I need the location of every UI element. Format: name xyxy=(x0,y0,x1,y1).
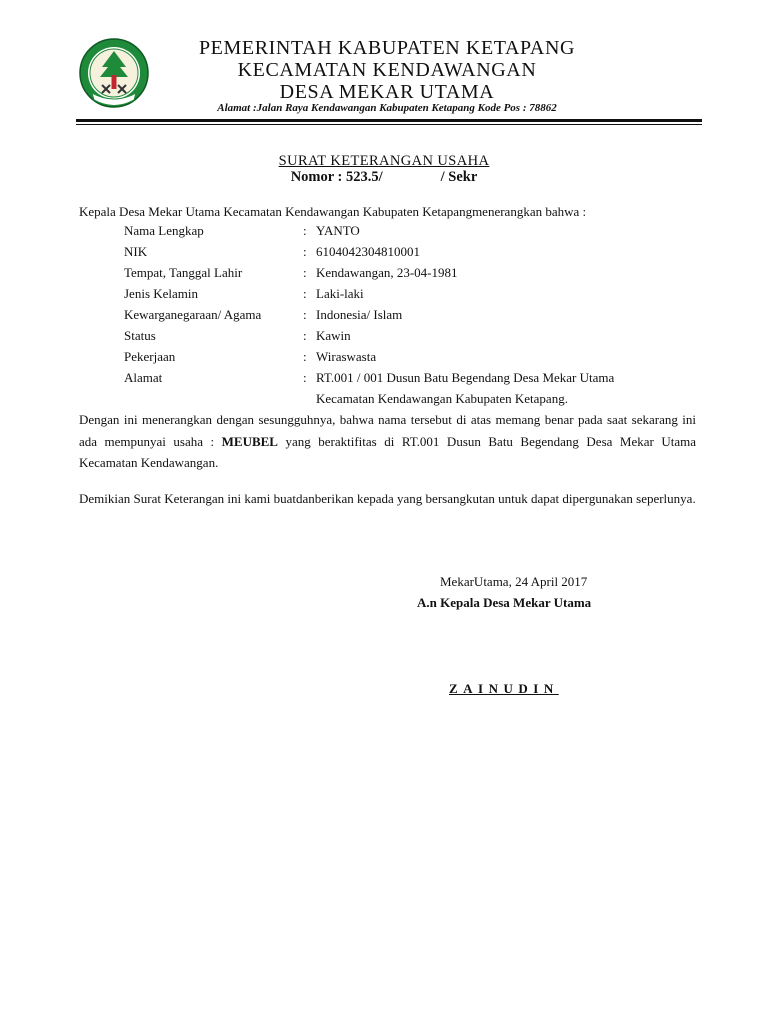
field-colon: : xyxy=(303,265,307,280)
signature-place-date: MekarUtama, 24 April 2017 xyxy=(440,574,588,589)
field-label: Tempat, Tanggal Lahir xyxy=(124,265,243,280)
kabupaten-ketapang-logo xyxy=(78,37,150,109)
field-ttl xyxy=(0,262,768,283)
field-label: Alamat xyxy=(124,370,163,385)
field-alamat-continued xyxy=(0,388,768,409)
field-value: Kecamatan Kendawangan Kabupaten Ketapang. xyxy=(316,391,568,406)
field-label: Nama Lengkap xyxy=(124,223,204,238)
statement-text-before: Dengan ini menerangkan dengan sesungguhnya, bahwa nama tersebut di atas memang benar pada saat sekarang ini ada mempunyai usaha : xyxy=(79,412,696,449)
closing-paragraph: Demikian Surat Keterangan ini kami buatdanberikan kepada yang bersangkutan untuk dapat dipergunakan seperlunya. xyxy=(79,491,696,506)
business-type: MEUBEL xyxy=(221,433,278,449)
field-colon: : xyxy=(303,286,307,301)
statement-paragraph xyxy=(79,409,696,474)
field-jenis-kelamin xyxy=(0,283,768,304)
document-title xyxy=(0,153,768,170)
field-value: YANTO xyxy=(316,223,360,238)
field-status xyxy=(0,325,768,346)
document-number-prefix: Nomor : 523.5/ xyxy=(290,169,383,185)
field-label: Kewarganegaraan/ Agama xyxy=(124,307,262,322)
field-colon: : xyxy=(303,349,307,364)
field-value: 6104042304810001 xyxy=(316,244,420,259)
field-colon: : xyxy=(303,223,307,238)
header-village: DESA MEKAR UTAMA xyxy=(279,81,495,103)
header-divider-thin xyxy=(76,124,702,125)
field-value: Kawin xyxy=(316,328,351,343)
field-value: Laki-laki xyxy=(316,286,364,301)
field-colon: : xyxy=(303,244,307,259)
field-label: NIK xyxy=(124,244,148,259)
field-alamat xyxy=(0,367,768,388)
field-label: Pekerjaan xyxy=(124,349,176,364)
header-address: Alamat :Jalan Raya Kendawangan Kabupaten Ketapang Kode Pos : 78862 xyxy=(217,102,557,114)
signature-role: A.n Kepala Desa Mekar Utama xyxy=(417,595,592,610)
field-nama xyxy=(0,220,768,241)
field-label: Jenis Kelamin xyxy=(124,286,199,301)
header-divider-thick xyxy=(76,119,702,122)
signatory-name: ZAINUDIN xyxy=(449,681,559,696)
field-colon: : xyxy=(303,307,307,322)
field-kewarganegaraan xyxy=(0,304,768,325)
header-government: PEMERINTAH KABUPATEN KETAPANG xyxy=(198,37,576,59)
document-number-suffix: / Sekr xyxy=(440,169,478,185)
field-colon: : xyxy=(303,370,307,385)
field-value: Wiraswasta xyxy=(316,349,377,364)
intro-text: Kepala Desa Mekar Utama Kecamatan Kendawangan Kabupaten Ketapangmenerangkan bahwa : xyxy=(79,204,587,219)
document-title-text: SURAT KETERANGAN USAHA xyxy=(278,153,490,169)
field-pekerjaan xyxy=(0,346,768,367)
document-number xyxy=(0,169,768,186)
field-colon: : xyxy=(303,328,307,343)
field-value: Indonesia/ Islam xyxy=(316,307,403,322)
statement-text-after: yang beraktifitas di RT.001 Dusun Batu Begendang Desa Mekar Utama Kecamatan Kendawangan. xyxy=(79,433,696,470)
field-value: RT.001 / 001 Dusun Batu Begendang Desa Mekar Utama xyxy=(316,370,615,385)
field-value: Kendawangan, 23-04-1981 xyxy=(316,265,458,280)
header-district: KECAMATAN KENDAWANGAN xyxy=(237,59,537,81)
field-nik xyxy=(0,241,768,262)
field-label: Status xyxy=(124,328,156,343)
